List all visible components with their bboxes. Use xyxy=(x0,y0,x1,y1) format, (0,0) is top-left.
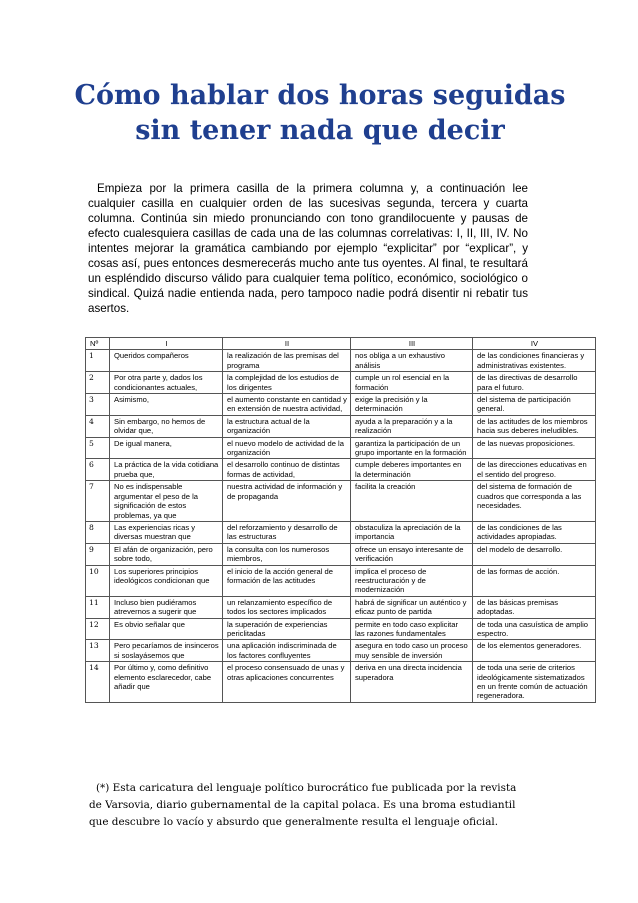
column-iv-cell: de las direcciones educativas en el sentido del progreso. xyxy=(473,459,596,481)
row-number: 13 xyxy=(86,640,110,662)
column-iv-cell: de toda una serie de criterios ideológicamente sistematizados en un frente común de actuación regeneradora. xyxy=(473,662,596,703)
column-iii-cell: deriva en una directa incidencia superadora xyxy=(351,662,473,703)
column-i-cell: No es indispensable argumentar el peso de la significación de estos problemas, ya que xyxy=(110,481,223,522)
column-i-cell: Asimismo, xyxy=(110,394,223,416)
header-column-i: I xyxy=(110,338,223,350)
table-row xyxy=(86,481,596,522)
header-column-ii: II xyxy=(223,338,351,350)
row-number: 3 xyxy=(86,394,110,416)
column-iii-cell: permite en todo caso explicitar las razones fundamentales xyxy=(351,618,473,640)
table-row xyxy=(86,350,596,372)
table-row xyxy=(86,372,596,394)
row-number: 10 xyxy=(86,565,110,596)
column-iii-cell: nos obliga a un exhaustivo análisis xyxy=(351,350,473,372)
row-number: 1 xyxy=(86,350,110,372)
column-ii-cell: nuestra actividad de información y de propaganda xyxy=(223,481,351,522)
column-iii-cell: cumple deberes importantes en la determinación xyxy=(351,459,473,481)
footnote: (*) Esta caricatura del lenguaje político burocrático fue publicada por la revista de Varsovia, diario gubernamental de la capital polaca. Es una broma estudiantil que descubre lo vacío y absurdo que generalmente resulta el lenguaje oficial. xyxy=(89,782,517,828)
column-iv-cell: de las formas de acción. xyxy=(473,565,596,596)
row-number: 9 xyxy=(86,543,110,565)
column-iv-cell: de toda una casuística de amplio espectro. xyxy=(473,618,596,640)
table-row xyxy=(86,415,596,437)
column-iv-cell: de las directivas de desarrollo para el futuro. xyxy=(473,372,596,394)
row-number: 5 xyxy=(86,437,110,459)
column-iv-cell: del sistema de participación general. xyxy=(473,394,596,416)
column-iv-cell: de las condiciones de las actividades apropiadas. xyxy=(473,521,596,543)
column-i-cell: Queridos compañeros xyxy=(110,350,223,372)
column-ii-cell: el inicio de la acción general de formación de las actitudes xyxy=(223,565,351,596)
column-iii-cell: implica el proceso de reestructuración y de modernización xyxy=(351,565,473,596)
column-iii-cell: ofrece un ensayo interesante de verificación xyxy=(351,543,473,565)
row-number: 14 xyxy=(86,662,110,703)
column-ii-cell: el aumento constante en cantidad y en extensión de nuestra actividad, xyxy=(223,394,351,416)
column-iv-cell: del modelo de desarrollo. xyxy=(473,543,596,565)
column-iii-cell: garantiza la participación de un grupo importante en la formación xyxy=(351,437,473,459)
title-line-2: sin tener nada que decir xyxy=(135,115,505,146)
column-iv-cell: del sistema de formación de cuadros que corresponda a las necesidades. xyxy=(473,481,596,522)
header-column-iii: III xyxy=(351,338,473,350)
table-row xyxy=(86,437,596,459)
row-number: 8 xyxy=(86,521,110,543)
column-i-cell: Los superiores principios ideológicos condicionan que xyxy=(110,565,223,596)
column-i-cell: El afán de organización, pero sobre todo, xyxy=(110,543,223,565)
column-ii-cell: la consulta con los numerosos miembros, xyxy=(223,543,351,565)
row-number: 6 xyxy=(86,459,110,481)
column-ii-cell: el proceso consensuado de unas y otras aplicaciones concurrentes xyxy=(223,662,351,703)
column-i-cell: Sin embargo, no hemos de olvidar que, xyxy=(110,415,223,437)
header-number: Nº xyxy=(86,338,110,350)
column-i-cell: De igual manera, xyxy=(110,437,223,459)
table-row xyxy=(86,662,596,703)
column-iv-cell: de los elementos generadores. xyxy=(473,640,596,662)
intro-paragraph: Empieza por la primera casilla de la primera columna y, a continuación lee cualquier casilla en cualquier orden de las sucesivas segunda, tercera y cuarta columna. Continúa sin miedo pronunciando con tono grandilocuente y pausas de efecto cualesquiera casillas de cada una de las columnas correlativas: I, II, III, IV. No intentes mejorar la gramática cambiando por ejemplo “explicitar” por “explicar”, y cosas así, pues entonces desmerecerás mucho ante tus oyentes. Al final, te resultará un espléndido discurso válido para cualquier tema político, económico, sociológico o sindical. Quizá nadie entienda nada, pero tampoco nadie podrá disentir ni rebatir tus asertos. xyxy=(88,182,528,315)
column-ii-cell: el nuevo modelo de actividad de la organización xyxy=(223,437,351,459)
column-iii-cell: exige la precisión y la determinación xyxy=(351,394,473,416)
table-row xyxy=(86,543,596,565)
table-row xyxy=(86,565,596,596)
row-number: 2 xyxy=(86,372,110,394)
title-line-1: Cómo hablar dos horas seguidas xyxy=(74,80,566,111)
column-iii-cell: cumple un rol esencial en la formación xyxy=(351,372,473,394)
table-row xyxy=(86,640,596,662)
column-ii-cell: un relanzamiento específico de todos los sectores implicados xyxy=(223,596,351,618)
column-ii-cell: del reforzamiento y desarrollo de las estructuras xyxy=(223,521,351,543)
page-title xyxy=(60,78,580,148)
table-row xyxy=(86,459,596,481)
column-i-cell: Por otra parte y, dados los condicionantes actuales, xyxy=(110,372,223,394)
column-ii-cell: una aplicación indiscriminada de los factores confluyentes xyxy=(223,640,351,662)
table-row xyxy=(86,394,596,416)
table-row xyxy=(86,521,596,543)
column-iii-cell: facilita la creación xyxy=(351,481,473,522)
column-iv-cell: de las actitudes de los miembros hacia sus deberes ineludibles. xyxy=(473,415,596,437)
column-i-cell: Las experiencias ricas y diversas muestran que xyxy=(110,521,223,543)
table-row xyxy=(86,618,596,640)
column-i-cell: Es obvio señalar que xyxy=(110,618,223,640)
column-iv-cell: de las nuevas proposiciones. xyxy=(473,437,596,459)
column-i-cell: La práctica de la vida cotidiana prueba que, xyxy=(110,459,223,481)
phrase-table xyxy=(85,337,596,703)
column-i-cell: Pero pecaríamos de insinceros si soslayásemos que xyxy=(110,640,223,662)
column-iii-cell: asegura en todo caso un proceso muy sensible de inversión xyxy=(351,640,473,662)
column-i-cell: Incluso bien pudiéramos atrevernos a sugerir que xyxy=(110,596,223,618)
table-row xyxy=(86,596,596,618)
row-number: 7 xyxy=(86,481,110,522)
column-ii-cell: la realización de las premisas del programa xyxy=(223,350,351,372)
header-column-iv: IV xyxy=(473,338,596,350)
column-iv-cell: de las condiciones financieras y administrativas existentes. xyxy=(473,350,596,372)
column-iv-cell: de las básicas premisas adoptadas. xyxy=(473,596,596,618)
column-iii-cell: obstaculiza la apreciación de la importancia xyxy=(351,521,473,543)
column-iii-cell: ayuda a la preparación y a la realización xyxy=(351,415,473,437)
row-number: 4 xyxy=(86,415,110,437)
table-body xyxy=(86,350,596,702)
column-i-cell: Por último y, como definitivo elemento esclarecedor, cabe añadir que xyxy=(110,662,223,703)
column-ii-cell: la complejidad de los estudios de los dirigentes xyxy=(223,372,351,394)
row-number: 12 xyxy=(86,618,110,640)
column-ii-cell: la estructura actual de la organización xyxy=(223,415,351,437)
column-ii-cell: el desarrollo continuo de distintas formas de actividad, xyxy=(223,459,351,481)
table-header-row xyxy=(86,338,596,350)
column-ii-cell: la superación de experiencias periclitadas xyxy=(223,618,351,640)
row-number: 11 xyxy=(86,596,110,618)
column-iii-cell: habrá de significar un auténtico y eficaz punto de partida xyxy=(351,596,473,618)
